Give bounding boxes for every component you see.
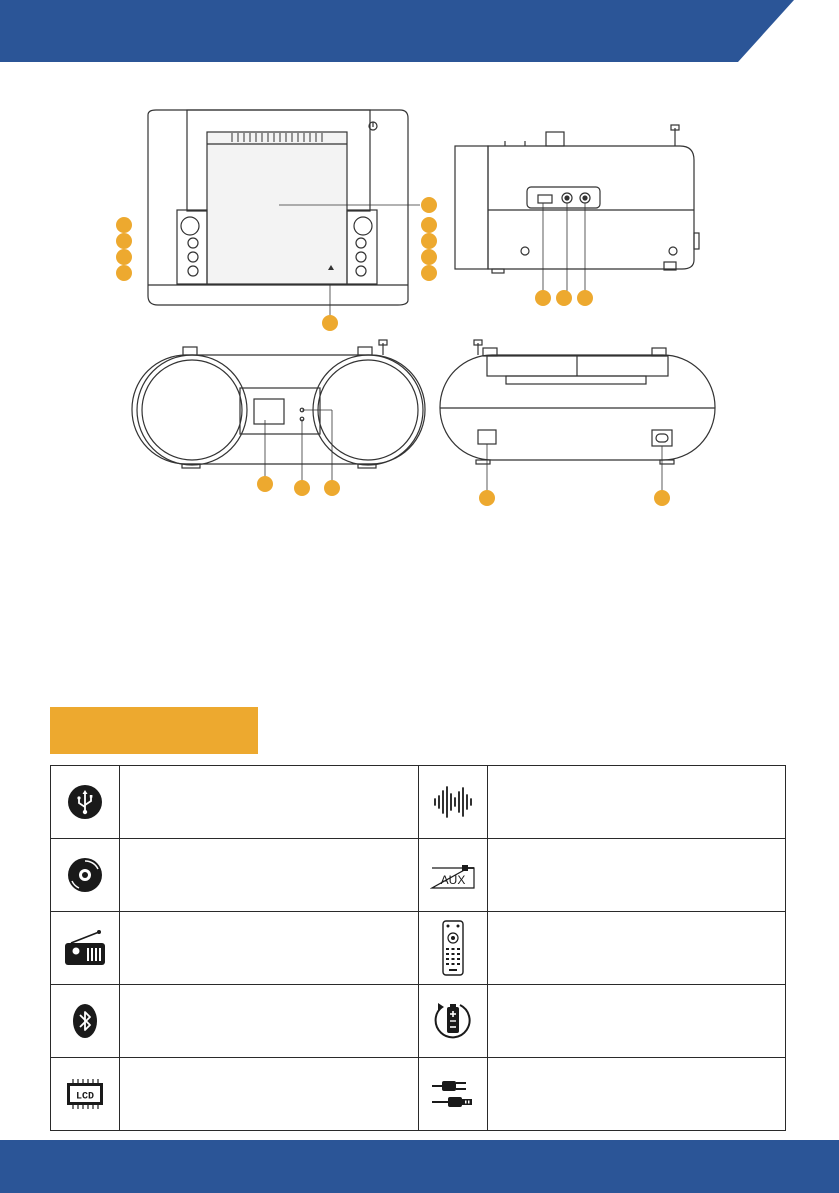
feature-power-text: [487, 1058, 786, 1131]
feature-usb-text: [120, 766, 419, 839]
table-row: [51, 839, 786, 912]
side-view: [455, 125, 699, 298]
sound-wave-icon: [431, 784, 475, 820]
usb-icon: [67, 784, 103, 820]
cd-disc-icon: [67, 857, 103, 893]
feature-remote-text: [487, 912, 786, 985]
aux-label: AUX: [440, 873, 465, 887]
feature-sound-text: [487, 766, 786, 839]
feature-radio-text: [120, 912, 419, 985]
rechargeable-battery-icon: [432, 999, 474, 1043]
feature-lcd-text: [120, 1058, 419, 1131]
feature-battery-text: [487, 985, 786, 1058]
table-row: [51, 1058, 786, 1131]
aux-input-icon: [430, 860, 476, 890]
section-tab: [50, 707, 258, 754]
power-cord-icon: [430, 1077, 476, 1111]
front-view: [148, 110, 420, 318]
radio-icon: [63, 929, 107, 967]
bluetooth-icon: [72, 1003, 98, 1039]
lcd-label: LCD: [75, 1091, 95, 1103]
feature-cd-text: [120, 839, 419, 912]
lcd-display-icon: [65, 1078, 105, 1110]
table-row: [51, 766, 786, 839]
feature-aux-text: [487, 839, 786, 912]
product-diagram: [0, 0, 839, 520]
footer-band: [0, 1140, 839, 1193]
features-table: [50, 765, 786, 1131]
back-view: [440, 340, 715, 495]
top-view: [132, 340, 425, 484]
table-row: [51, 985, 786, 1058]
feature-bluetooth-text: [120, 985, 419, 1058]
table-row: [51, 912, 786, 985]
remote-control-icon: [442, 920, 464, 976]
